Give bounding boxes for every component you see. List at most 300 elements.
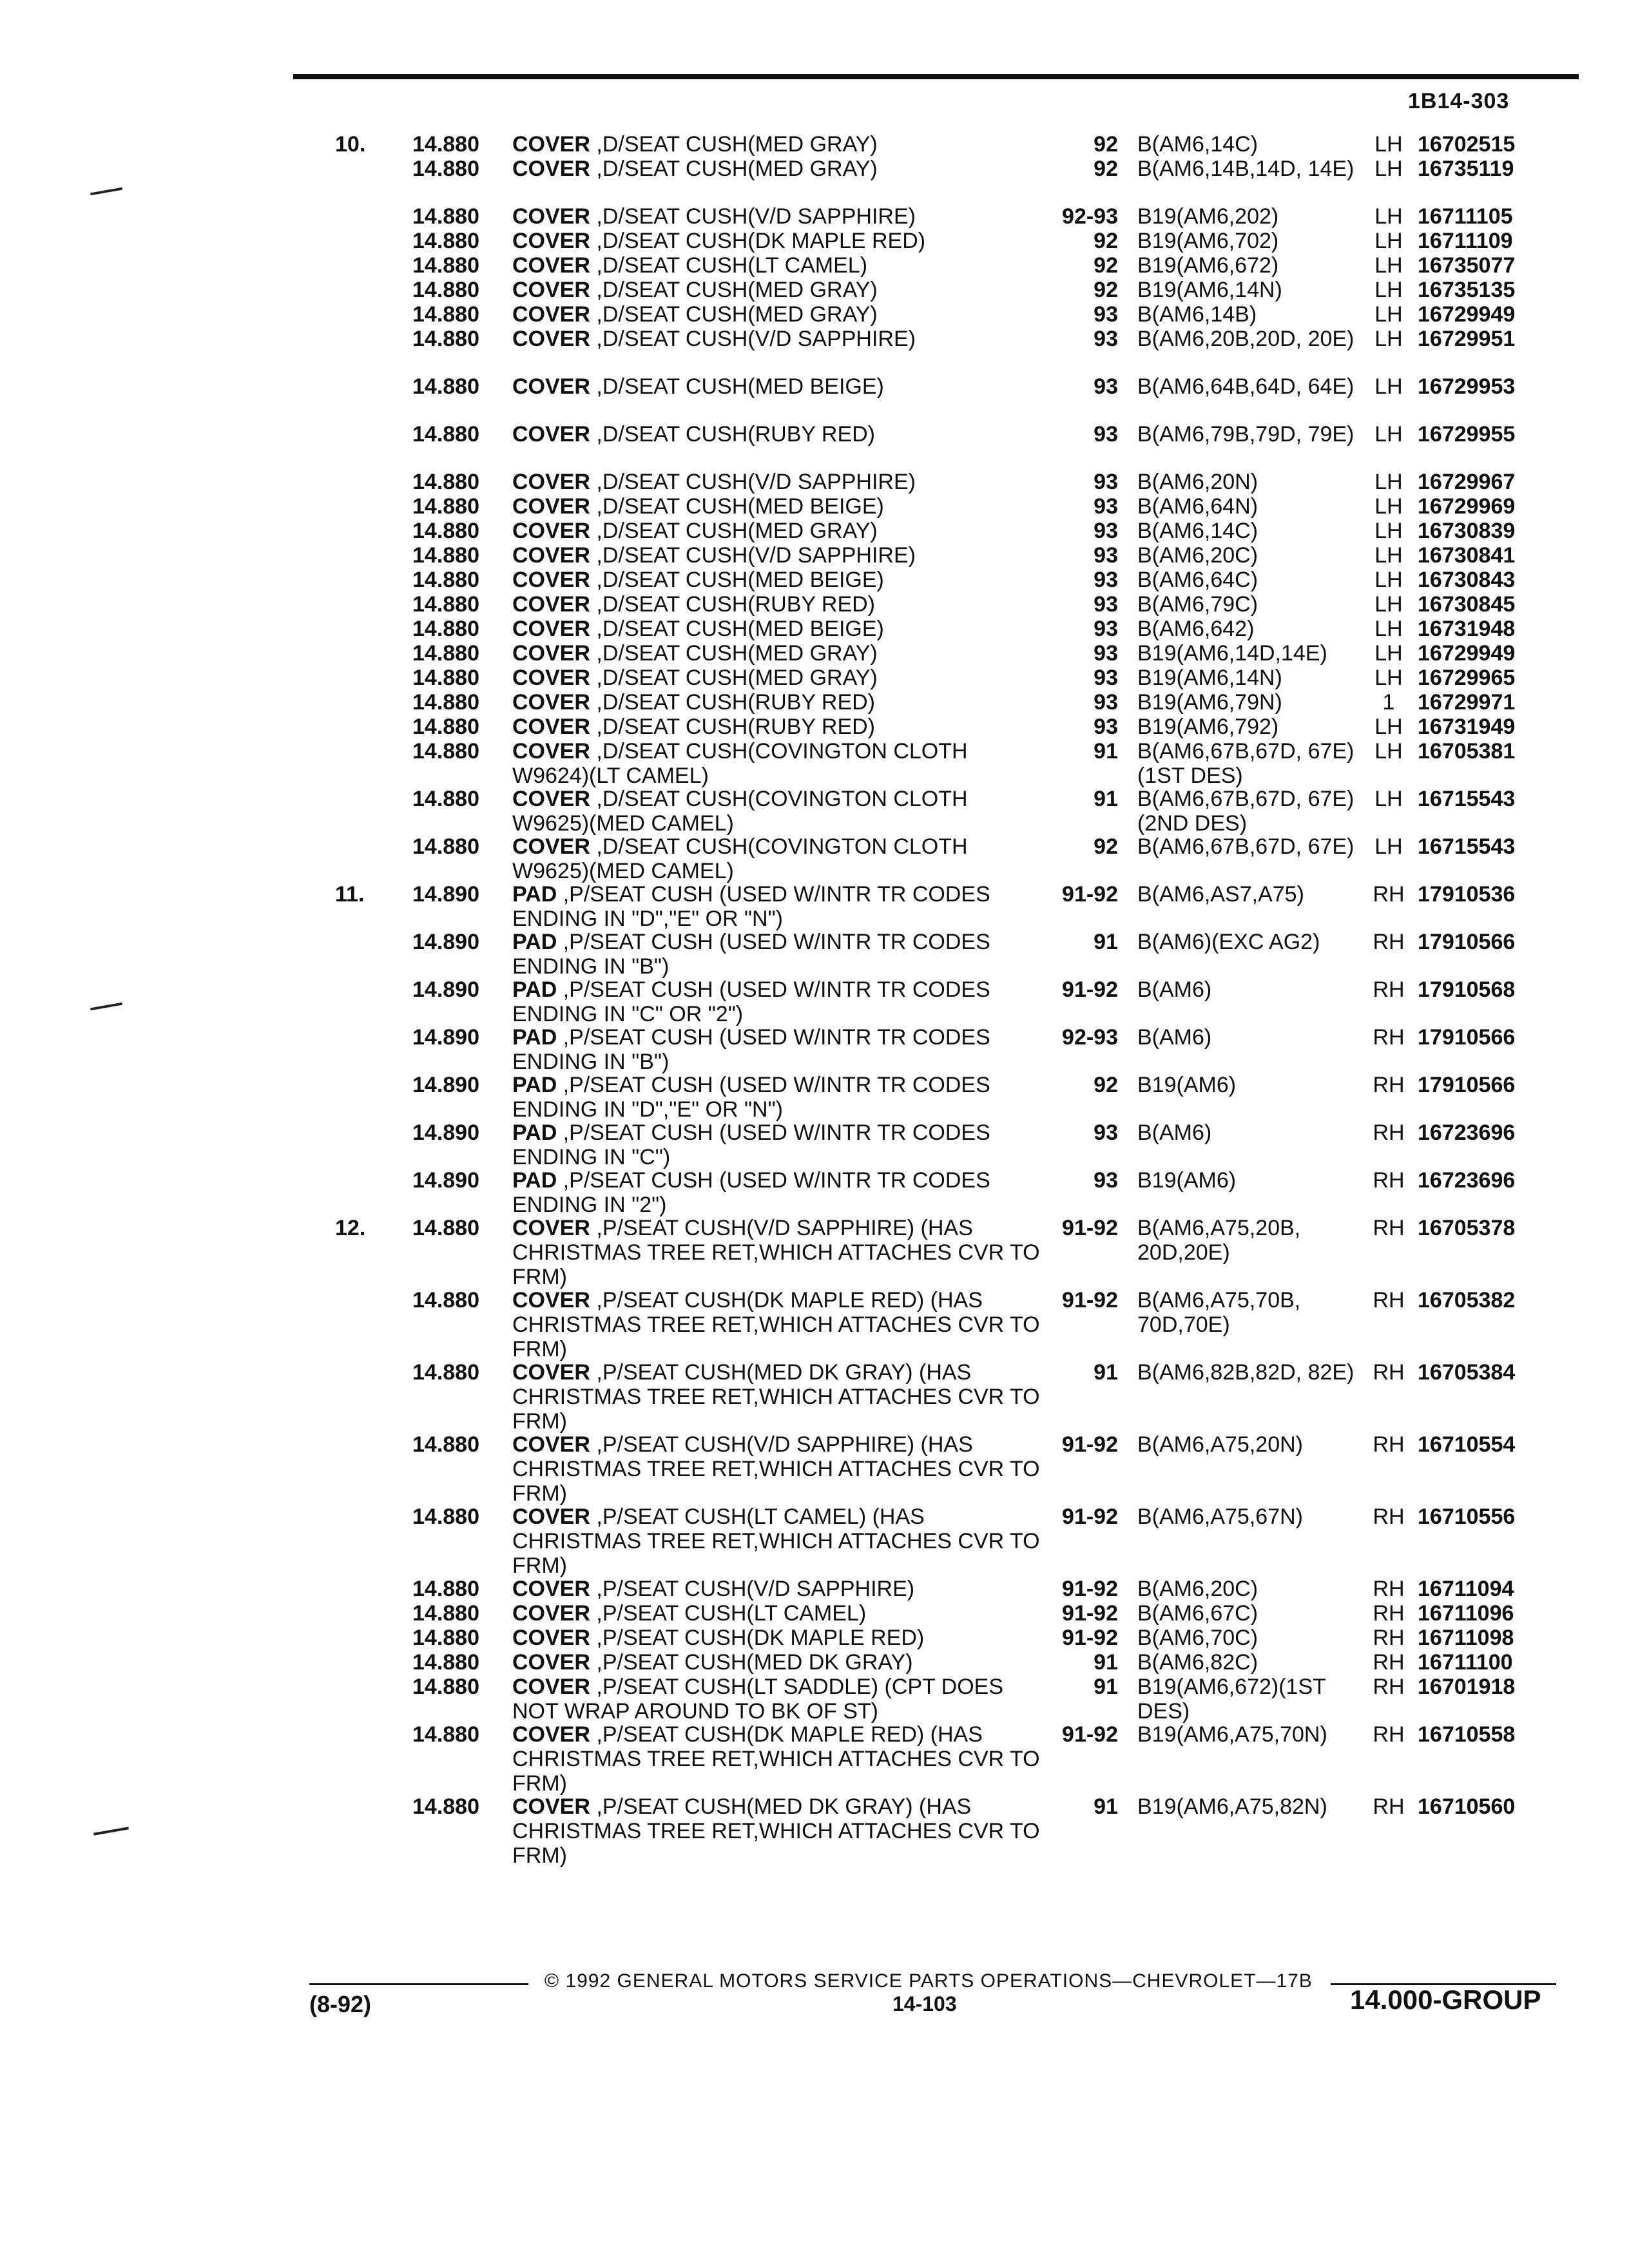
table-row xyxy=(0,470,1629,494)
part-number: 16735077 xyxy=(1418,253,1516,278)
side: LH xyxy=(1374,302,1403,327)
model-year: 92 xyxy=(1094,229,1118,253)
part-number: 16729955 xyxy=(1418,422,1516,447)
model-year: 93 xyxy=(1094,422,1118,447)
model-code: B(AM6,82B,82D, 82E) xyxy=(1137,1360,1354,1385)
side: RH xyxy=(1373,1675,1405,1699)
model-year: 93 xyxy=(1094,690,1118,715)
part-keyword: PAD xyxy=(512,882,557,907)
model-code: B19(AM6,672) xyxy=(1137,253,1279,278)
side: LH xyxy=(1374,494,1403,519)
part-description xyxy=(512,1577,1047,1601)
part-detail: ,D/SEAT CUSH(MED GRAY) xyxy=(596,302,878,327)
model-year: 91 xyxy=(1094,787,1118,811)
model-year: 91-92 xyxy=(1062,1577,1118,1601)
ref-number: 12. xyxy=(335,1216,366,1240)
part-number: 16711094 xyxy=(1418,1577,1514,1601)
part-detail: ,P/SEAT CUSH(V/D SAPPHIRE) xyxy=(596,1577,915,1601)
table-row xyxy=(0,422,1629,470)
part-keyword: COVER xyxy=(512,715,590,739)
table-row xyxy=(0,494,1629,519)
part-keyword: COVER xyxy=(512,739,590,764)
group-number: 14.880 xyxy=(412,470,479,494)
part-keyword: PAD xyxy=(512,1073,557,1097)
part-keyword: COVER xyxy=(512,1722,590,1747)
group-number: 14.880 xyxy=(412,253,479,278)
part-detail: ,D/SEAT CUSH(COVINGTON CLOTH W9624)(LT CAMEL) xyxy=(512,739,968,788)
part-detail: ,P/SEAT CUSH (USED W/INTR TR CODES ENDING IN "B") xyxy=(512,1025,990,1074)
part-detail: ,D/SEAT CUSH(V/D SAPPHIRE) xyxy=(596,327,916,351)
model-code: B(AM6,20C) xyxy=(1137,1577,1258,1601)
part-detail: ,P/SEAT CUSH (USED W/INTR TR CODES ENDING IN "D","E" OR "N") xyxy=(512,1073,990,1122)
side: RH xyxy=(1373,1168,1405,1193)
group-number: 14.880 xyxy=(412,1675,479,1699)
model-year: 91-92 xyxy=(1062,1432,1118,1457)
part-number: 16702515 xyxy=(1418,132,1516,157)
model-year: 92 xyxy=(1094,834,1118,859)
part-description xyxy=(512,882,1047,931)
part-number: 16705381 xyxy=(1418,739,1516,764)
model-year: 93 xyxy=(1094,715,1118,739)
part-detail: ,P/SEAT CUSH(V/D SAPPHIRE) (HAS CHRISTMAS TREE RET,WHICH ATTACHES CVR TO FRM) xyxy=(512,1216,1040,1289)
model-year: 93 xyxy=(1094,374,1118,399)
part-detail: ,D/SEAT CUSH(RUBY RED) xyxy=(596,715,875,739)
part-description xyxy=(512,1650,1047,1675)
part-keyword: PAD xyxy=(512,930,557,954)
part-description xyxy=(512,1794,1047,1868)
part-keyword: COVER xyxy=(512,690,590,715)
part-detail: ,P/SEAT CUSH(MED DK GRAY) xyxy=(596,1650,913,1675)
model-year: 91-92 xyxy=(1062,1626,1118,1650)
part-detail: ,P/SEAT CUSH(DK MAPLE RED) (HAS CHRISTMAS TREE RET,WHICH ATTACHES CVR TO FRM) xyxy=(512,1288,1040,1361)
part-description xyxy=(512,592,1047,617)
part-description xyxy=(512,1432,1047,1506)
model-year: 93 xyxy=(1094,568,1118,592)
group-number: 14.880 xyxy=(412,519,479,543)
part-number: 16715543 xyxy=(1418,834,1516,859)
model-year: 93 xyxy=(1094,617,1118,641)
side: LH xyxy=(1374,739,1403,764)
part-number: 16729969 xyxy=(1418,494,1516,519)
part-keyword: COVER xyxy=(512,1577,590,1601)
side: LH xyxy=(1374,787,1403,811)
parts-list xyxy=(0,132,1629,1867)
part-number: 16729949 xyxy=(1418,641,1516,666)
group-number: 14.880 xyxy=(412,204,479,229)
part-keyword: COVER xyxy=(512,641,590,666)
side: LH xyxy=(1374,327,1403,351)
side: RH xyxy=(1373,977,1405,1002)
part-detail: ,D/SEAT CUSH(V/D SAPPHIRE) xyxy=(596,543,916,568)
part-detail: ,P/SEAT CUSH(LT CAMEL) xyxy=(596,1601,867,1626)
part-detail: ,D/SEAT CUSH(COVINGTON CLOTH W9625)(MED CAMEL) xyxy=(512,787,968,836)
table-row xyxy=(0,882,1629,930)
part-number: 16711109 xyxy=(1418,229,1513,253)
part-number: 16731949 xyxy=(1418,715,1516,739)
model-code: B(AM6) xyxy=(1137,977,1212,1002)
group-number: 14.880 xyxy=(412,617,479,641)
table-row xyxy=(0,1626,1629,1650)
revision-date: (8-92) xyxy=(309,1991,372,2017)
part-description xyxy=(512,422,1047,447)
model-year: 91-92 xyxy=(1062,1288,1118,1312)
group-number: 14.880 xyxy=(412,302,479,327)
model-code: B19(AM6,702) xyxy=(1137,229,1279,253)
part-number: 16723696 xyxy=(1418,1120,1516,1145)
group-number: 14.890 xyxy=(412,1025,479,1050)
table-row xyxy=(0,543,1629,568)
part-description xyxy=(512,302,1047,327)
part-description xyxy=(512,930,1047,979)
part-detail: ,D/SEAT CUSH(MED GRAY) xyxy=(596,132,878,157)
part-detail: ,D/SEAT CUSH(V/D SAPPHIRE) xyxy=(596,204,916,229)
side: LH xyxy=(1374,543,1403,568)
part-description xyxy=(512,1722,1047,1796)
model-code: B(AM6) xyxy=(1137,1025,1212,1050)
model-year: 91 xyxy=(1094,930,1118,954)
model-year: 93 xyxy=(1094,543,1118,568)
side: RH xyxy=(1373,882,1405,907)
side: RH xyxy=(1373,1722,1405,1747)
group-number: 14.880 xyxy=(412,834,479,859)
side: RH xyxy=(1373,1504,1405,1529)
part-detail: ,P/SEAT CUSH(DK MAPLE RED) (HAS CHRISTMAS TREE RET,WHICH ATTACHES CVR TO FRM) xyxy=(512,1722,1040,1796)
part-description xyxy=(512,1675,1047,1724)
table-row xyxy=(0,1675,1629,1722)
table-row xyxy=(0,1288,1629,1360)
part-description xyxy=(512,834,1047,883)
model-year: 91 xyxy=(1094,1650,1118,1675)
group-number: 14.880 xyxy=(412,739,479,764)
group-label: 14.000-GROUP xyxy=(1350,1984,1541,2015)
group-number: 14.880 xyxy=(412,1794,479,1819)
part-detail: ,P/SEAT CUSH(MED DK GRAY) (HAS CHRISTMAS TREE RET,WHICH ATTACHES CVR TO FRM) xyxy=(512,1794,1040,1868)
side: LH xyxy=(1374,470,1403,494)
part-description xyxy=(512,1288,1047,1361)
model-code: B19(AM6,14D,14E) xyxy=(1137,641,1327,666)
model-year: 93 xyxy=(1094,302,1118,327)
model-code: B19(AM6,202) xyxy=(1137,204,1279,229)
model-year: 91-92 xyxy=(1062,882,1118,907)
part-number: 16729971 xyxy=(1418,690,1516,715)
part-detail: ,D/SEAT CUSH(LT CAMEL) xyxy=(596,253,868,278)
model-year: 93 xyxy=(1094,641,1118,666)
table-row xyxy=(0,302,1629,327)
side: RH xyxy=(1373,1288,1405,1312)
table-row xyxy=(0,1650,1629,1675)
model-year: 93 xyxy=(1094,494,1118,519)
table-row xyxy=(0,327,1629,374)
part-number: 17910536 xyxy=(1418,882,1516,907)
model-year: 92 xyxy=(1094,1073,1118,1097)
model-code: B19(AM6,A75,70N) xyxy=(1137,1722,1327,1747)
model-code: B(AM6,A75,20B, 20D,20E) xyxy=(1137,1216,1301,1265)
group-number: 14.880 xyxy=(412,1601,479,1626)
side: LH xyxy=(1374,374,1403,399)
part-description xyxy=(512,278,1047,302)
table-row xyxy=(0,1577,1629,1601)
part-description xyxy=(512,617,1047,641)
group-number: 14.890 xyxy=(412,977,479,1002)
side: LH xyxy=(1374,229,1403,253)
part-number: 16730843 xyxy=(1418,568,1516,592)
part-detail: ,D/SEAT CUSH(RUBY RED) xyxy=(596,690,875,715)
model-code: B(AM6,AS7,A75) xyxy=(1137,882,1304,907)
part-keyword: COVER xyxy=(512,1216,590,1240)
side: 1 xyxy=(1382,690,1395,715)
side: LH xyxy=(1374,641,1403,666)
part-keyword: COVER xyxy=(512,1601,590,1626)
part-description xyxy=(512,666,1047,690)
table-row xyxy=(0,1794,1629,1867)
table-row xyxy=(0,977,1629,1025)
part-number: 16711100 xyxy=(1418,1650,1513,1675)
part-description xyxy=(512,519,1047,543)
ref-number: 11. xyxy=(335,882,365,907)
group-number: 14.880 xyxy=(412,1650,479,1675)
part-number: 16705384 xyxy=(1418,1360,1516,1385)
part-description xyxy=(512,494,1047,519)
part-number: 16710554 xyxy=(1418,1432,1516,1457)
table-row xyxy=(0,930,1629,977)
part-description xyxy=(512,739,1047,788)
side: RH xyxy=(1373,1650,1405,1675)
part-number: 16735119 xyxy=(1418,157,1514,181)
part-keyword: COVER xyxy=(512,204,590,229)
side: RH xyxy=(1373,1626,1405,1650)
part-description xyxy=(512,715,1047,739)
part-detail: ,P/SEAT CUSH(LT CAMEL) (HAS CHRISTMAS TREE RET,WHICH ATTACHES CVR TO FRM) xyxy=(512,1504,1040,1578)
part-keyword: COVER xyxy=(512,470,590,494)
group-number: 14.880 xyxy=(412,1722,479,1747)
part-number: 17910568 xyxy=(1418,977,1516,1002)
top-rule xyxy=(293,74,1579,79)
model-year: 93 xyxy=(1094,327,1118,351)
table-row xyxy=(0,253,1629,278)
part-number: 16710560 xyxy=(1418,1794,1516,1819)
part-number: 16730839 xyxy=(1418,519,1516,543)
part-keyword: COVER xyxy=(512,1675,590,1699)
model-code: B19(AM6) xyxy=(1137,1168,1237,1193)
part-detail: ,P/SEAT CUSH (USED W/INTR TR CODES ENDING IN "2") xyxy=(512,1168,990,1217)
table-row xyxy=(0,1216,1629,1288)
group-number: 14.880 xyxy=(412,715,479,739)
part-number: 16710558 xyxy=(1418,1722,1516,1747)
part-number: 17910566 xyxy=(1418,930,1516,954)
part-keyword: COVER xyxy=(512,834,590,859)
model-code: B(AM6,67B,67D, 67E)(1ST DES) xyxy=(1137,739,1354,788)
model-code: B(AM6,79B,79D, 79E) xyxy=(1137,422,1354,447)
part-keyword: COVER xyxy=(512,132,590,157)
part-description xyxy=(512,1073,1047,1122)
part-detail: ,D/SEAT CUSH(V/D SAPPHIRE) xyxy=(596,470,916,494)
model-code: B(AM6,14B,14D, 14E) xyxy=(1137,157,1354,181)
copyright-line: © 1992 GENERAL MOTORS SERVICE PARTS OPERATIONS—CHEVROLET—17B xyxy=(545,1970,1313,1992)
group-number: 14.880 xyxy=(412,1360,479,1385)
part-keyword: COVER xyxy=(512,327,590,351)
side: LH xyxy=(1374,617,1403,641)
group-number: 14.890 xyxy=(412,1073,479,1097)
part-detail: ,D/SEAT CUSH(MED BEIGE) xyxy=(596,494,884,519)
part-number: 17910566 xyxy=(1418,1073,1516,1097)
group-number: 14.880 xyxy=(412,543,479,568)
model-year: 91-92 xyxy=(1062,1601,1118,1626)
model-year: 92 xyxy=(1094,253,1118,278)
model-code: B(AM6,70C) xyxy=(1137,1626,1258,1650)
part-number: 16729953 xyxy=(1418,374,1516,399)
part-detail: ,D/SEAT CUSH(COVINGTON CLOTH W9625)(MED CAMEL) xyxy=(512,834,968,883)
model-year: 93 xyxy=(1094,592,1118,617)
model-year: 93 xyxy=(1094,1168,1118,1193)
part-description xyxy=(512,204,1047,229)
part-keyword: COVER xyxy=(512,617,590,641)
group-number: 14.880 xyxy=(412,1432,479,1457)
group-number: 14.880 xyxy=(412,1504,479,1529)
group-number: 14.890 xyxy=(412,1168,479,1193)
model-code: B19(AM6,14N) xyxy=(1137,278,1282,302)
part-description xyxy=(512,157,1047,181)
part-keyword: COVER xyxy=(512,229,590,253)
model-year: 93 xyxy=(1094,519,1118,543)
model-code: B(AM6) xyxy=(1137,1120,1212,1145)
side: RH xyxy=(1373,1360,1405,1385)
part-number: 16711105 xyxy=(1418,204,1513,229)
model-code: B(AM6,14C) xyxy=(1137,519,1258,543)
part-keyword: COVER xyxy=(512,1794,590,1819)
part-description xyxy=(512,1216,1047,1289)
part-keyword: COVER xyxy=(512,1288,590,1312)
part-number: 16710556 xyxy=(1418,1504,1516,1529)
part-description xyxy=(512,1025,1047,1074)
side: RH xyxy=(1373,1025,1405,1050)
part-number: 16729965 xyxy=(1418,666,1516,690)
model-code: B19(AM6,A75,82N) xyxy=(1137,1794,1327,1819)
model-code: B(AM6,67B,67D, 67E) xyxy=(1137,834,1354,859)
table-row xyxy=(0,374,1629,422)
part-detail: ,D/SEAT CUSH(MED GRAY) xyxy=(596,157,878,181)
part-keyword: COVER xyxy=(512,1360,590,1385)
model-year: 91-92 xyxy=(1062,1722,1118,1747)
model-year: 91-92 xyxy=(1062,1504,1118,1529)
table-row xyxy=(0,592,1629,617)
table-row xyxy=(0,715,1629,739)
part-number: 16705382 xyxy=(1418,1288,1516,1312)
model-code: B(AM6,20C) xyxy=(1137,543,1258,568)
part-keyword: COVER xyxy=(512,519,590,543)
model-code: B(AM6,14B) xyxy=(1137,302,1257,327)
part-number: 16711096 xyxy=(1418,1601,1514,1626)
model-code: B(AM6,79C) xyxy=(1137,592,1258,617)
model-year: 93 xyxy=(1094,1120,1118,1145)
part-detail: ,P/SEAT CUSH(LT SADDLE) (CPT DOES NOT WRAP AROUND TO BK OF ST) xyxy=(512,1675,1004,1724)
footer-rule-left xyxy=(309,1983,528,1985)
part-detail: ,P/SEAT CUSH(V/D SAPPHIRE) (HAS CHRISTMAS TREE RET,WHICH ATTACHES CVR TO FRM) xyxy=(512,1432,1040,1506)
part-detail: ,P/SEAT CUSH (USED W/INTR TR CODES ENDING IN "C" OR "2") xyxy=(512,977,990,1026)
group-number: 14.890 xyxy=(412,930,479,954)
model-code: B(AM6,20N) xyxy=(1137,470,1258,494)
table-row xyxy=(0,229,1629,253)
part-description xyxy=(512,543,1047,568)
group-number: 14.880 xyxy=(412,1288,479,1312)
part-keyword: COVER xyxy=(512,157,590,181)
part-keyword: COVER xyxy=(512,1626,590,1650)
group-number: 14.880 xyxy=(412,229,479,253)
model-code: B(AM6,67B,67D, 67E)(2ND DES) xyxy=(1137,787,1354,836)
group-number: 14.880 xyxy=(412,494,479,519)
table-row xyxy=(0,204,1629,229)
part-keyword: PAD xyxy=(512,1120,557,1145)
part-number: 16735135 xyxy=(1418,278,1516,302)
part-keyword: COVER xyxy=(512,1504,590,1529)
table-row xyxy=(0,666,1629,690)
part-number: 16723696 xyxy=(1418,1168,1516,1193)
group-number: 14.880 xyxy=(412,422,479,447)
model-code: B(AM6,A75,67N) xyxy=(1137,1504,1303,1529)
model-code: B(AM6,64N) xyxy=(1137,494,1258,519)
model-year: 91-92 xyxy=(1062,977,1118,1002)
part-keyword: COVER xyxy=(512,253,590,278)
side: LH xyxy=(1374,666,1403,690)
part-keyword: COVER xyxy=(512,1650,590,1675)
model-code: B19(AM6) xyxy=(1137,1073,1237,1097)
side: RH xyxy=(1373,1794,1405,1819)
model-code: B(AM6,A75,70B, 70D,70E) xyxy=(1137,1288,1301,1337)
model-year: 92 xyxy=(1094,157,1118,181)
group-number: 14.890 xyxy=(412,882,479,907)
table-row xyxy=(0,641,1629,666)
part-detail: ,D/SEAT CUSH(MED BEIGE) xyxy=(596,617,884,641)
group-number: 14.890 xyxy=(412,1120,479,1145)
table-row xyxy=(0,617,1629,641)
part-description xyxy=(512,229,1047,253)
model-code: B(AM6)(EXC AG2) xyxy=(1137,930,1320,954)
part-description xyxy=(512,1120,1047,1169)
model-code: B19(AM6,79N) xyxy=(1137,690,1282,715)
group-number: 14.880 xyxy=(412,327,479,351)
model-year: 92-93 xyxy=(1062,1025,1118,1050)
group-number: 14.880 xyxy=(412,278,479,302)
table-row xyxy=(0,1120,1629,1168)
part-number: 16730845 xyxy=(1418,592,1516,617)
model-code: B(AM6,A75,20N) xyxy=(1137,1432,1303,1457)
table-row xyxy=(0,132,1629,157)
part-number: 17910566 xyxy=(1418,1025,1516,1050)
part-keyword: PAD xyxy=(512,1025,557,1050)
group-number: 14.880 xyxy=(412,132,479,157)
model-year: 91 xyxy=(1094,1794,1118,1819)
table-row xyxy=(0,1722,1629,1794)
model-year: 92 xyxy=(1094,132,1118,157)
model-code: B19(AM6,672)(1ST DES) xyxy=(1137,1675,1326,1724)
part-description xyxy=(512,1360,1047,1434)
group-number: 14.880 xyxy=(412,787,479,811)
model-year: 91-92 xyxy=(1062,1216,1118,1240)
table-row xyxy=(0,278,1629,302)
table-row xyxy=(0,519,1629,543)
part-number: 16701918 xyxy=(1418,1675,1516,1699)
model-code: B(AM6,20B,20D, 20E) xyxy=(1137,327,1354,351)
page-code: 1B14-303 xyxy=(1408,89,1510,113)
table-row xyxy=(0,568,1629,592)
group-number: 14.880 xyxy=(412,1216,479,1240)
side: LH xyxy=(1374,715,1403,739)
model-code: B(AM6,82C) xyxy=(1137,1650,1258,1675)
model-code: B19(AM6,14N) xyxy=(1137,666,1282,690)
part-keyword: COVER xyxy=(512,1432,590,1457)
part-description xyxy=(512,1626,1047,1650)
part-description xyxy=(512,1601,1047,1626)
part-description xyxy=(512,1168,1047,1217)
